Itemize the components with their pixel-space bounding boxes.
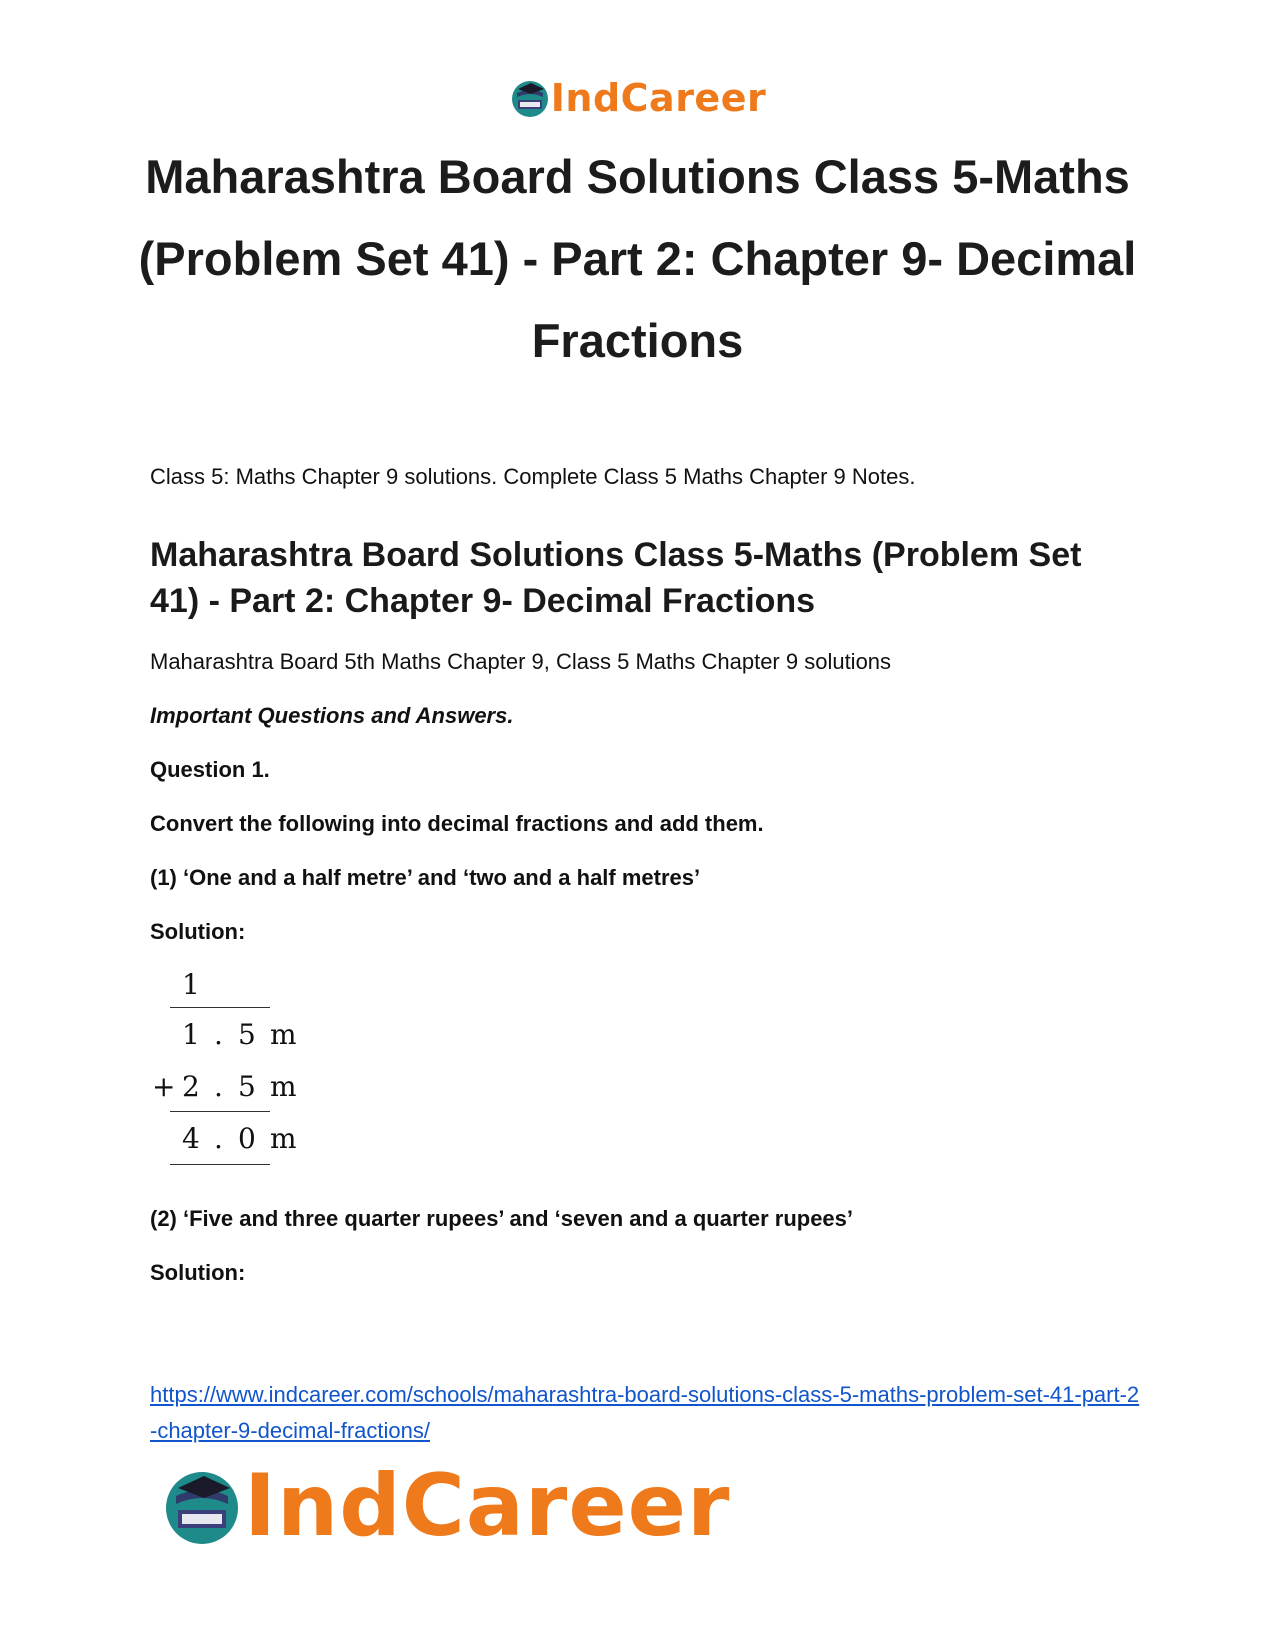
rule-line bbox=[170, 1007, 270, 1008]
carry-digit: 1 bbox=[182, 968, 200, 1001]
solution1-label: Solution: bbox=[150, 919, 246, 944]
source-link[interactable]: https://www.indcareer.com/schools/maharashtra-board-solutions-class-5-maths-problem-set-41-part-2-chapter-9-decimal-fractions/ bbox=[150, 1382, 1140, 1443]
result-whole: 4 bbox=[182, 1122, 200, 1155]
row2-tenths: 5 bbox=[238, 1070, 256, 1103]
rule-line bbox=[170, 1164, 270, 1165]
important-label: Important Questions and Answers. bbox=[150, 703, 514, 728]
globe-graduation-cap-icon bbox=[160, 1464, 244, 1548]
solution2-label: Solution: bbox=[150, 1260, 246, 1285]
section-heading: Maharashtra Board Solutions Class 5-Maths (Problem Set 41) - Part 2: Chapter 9- Decimal Fractions bbox=[150, 536, 1082, 620]
question-text: Convert the following into decimal fractions and add them. bbox=[150, 811, 764, 836]
row1-unit: m bbox=[270, 1018, 297, 1051]
row2-point: . bbox=[214, 1070, 223, 1103]
row1-whole: 1 bbox=[182, 1018, 200, 1051]
row2-unit: m bbox=[270, 1070, 297, 1103]
page-title: Maharashtra Board Solutions Class 5-Maths (Problem Set 41) - Part 2: Chapter 9- Decimal Fractions bbox=[138, 150, 1137, 367]
header-logo bbox=[0, 76, 1275, 120]
row1-point: . bbox=[214, 1018, 223, 1051]
logo-text: IndCareer bbox=[550, 76, 767, 120]
plus-sign: + bbox=[152, 1070, 176, 1103]
part2-text: (2) ‘Five and three quarter rupees’ and ‘seven and a quarter rupees’ bbox=[150, 1206, 854, 1231]
intro-text: Class 5: Maths Chapter 9 solutions. Complete Class 5 Maths Chapter 9 Notes. bbox=[150, 464, 916, 489]
question-label: Question 1. bbox=[150, 757, 270, 782]
globe-graduation-cap-icon bbox=[509, 77, 551, 119]
result-point: . bbox=[214, 1122, 223, 1155]
row1-tenths: 5 bbox=[238, 1018, 256, 1051]
result-tenths: 0 bbox=[238, 1122, 256, 1155]
part1-text: (1) ‘One and a half metre’ and ‘two and a half metres’ bbox=[150, 865, 701, 890]
footer-logo bbox=[160, 1456, 730, 1556]
subtitle-text: Maharashtra Board 5th Maths Chapter 9, Class 5 Maths Chapter 9 solutions bbox=[150, 649, 892, 674]
result-unit: m bbox=[270, 1122, 297, 1155]
footer-logo-text: IndCareer bbox=[244, 1456, 731, 1556]
rule-line bbox=[170, 1111, 270, 1112]
row2-whole: 2 bbox=[182, 1070, 200, 1103]
